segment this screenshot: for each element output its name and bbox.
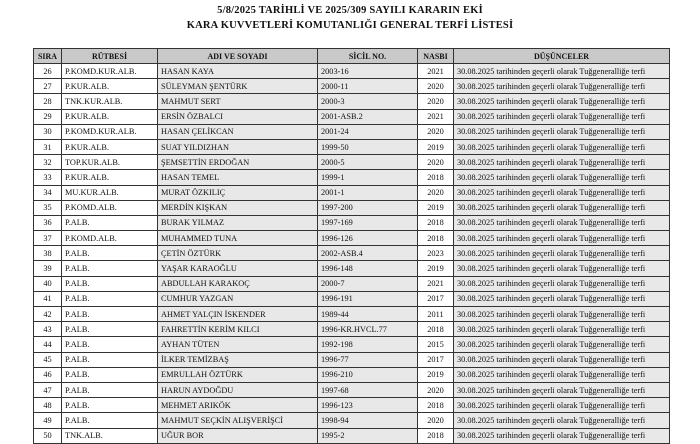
cell-sira: 50 bbox=[34, 428, 62, 443]
cell-sicil-no: 2000-3 bbox=[318, 94, 418, 109]
cell-sira: 30 bbox=[34, 124, 62, 139]
header-rutbe: RÜTBESİ bbox=[62, 49, 158, 64]
cell-rutbe: P.ALB. bbox=[62, 322, 158, 337]
cell-nasbi: 2020 bbox=[418, 185, 454, 200]
cell-ad-soyad: YAŞAR KARAOĞLU bbox=[158, 261, 318, 276]
cell-dusunceler: 30.08.2025 tarihinden geçerli olarak Tuğgeneralliğe terfi bbox=[454, 231, 670, 246]
cell-nasbi: 2015 bbox=[418, 337, 454, 352]
promotion-table bbox=[33, 48, 670, 444]
header-ad-soyad: ADI VE SOYADI bbox=[158, 49, 318, 64]
cell-ad-soyad: SÜLEYMAN ŞENTÜRK bbox=[158, 79, 318, 94]
cell-sira: 26 bbox=[34, 64, 62, 79]
cell-dusunceler: 30.08.2025 tarihinden geçerli olarak Tuğgeneralliğe terfi bbox=[454, 261, 670, 276]
table-row bbox=[34, 109, 670, 124]
cell-nasbi: 2019 bbox=[418, 367, 454, 382]
cell-rutbe: P.ALB. bbox=[62, 337, 158, 352]
cell-sicil-no: 2000-7 bbox=[318, 276, 418, 291]
cell-rutbe: P.ALB. bbox=[62, 367, 158, 382]
cell-ad-soyad: ABDULLAH KARAKOÇ bbox=[158, 276, 318, 291]
cell-sicil-no: 1992-198 bbox=[318, 337, 418, 352]
cell-nasbi: 2018 bbox=[418, 231, 454, 246]
cell-ad-soyad: MAHMUT SERT bbox=[158, 94, 318, 109]
table-row bbox=[34, 428, 670, 443]
cell-ad-soyad: HASAN ÇELİKCAN bbox=[158, 124, 318, 139]
cell-ad-soyad: ÇETİN ÖZTÜRK bbox=[158, 246, 318, 261]
table-row bbox=[34, 200, 670, 215]
cell-sicil-no: 2001-ASB.2 bbox=[318, 109, 418, 124]
cell-sira: 39 bbox=[34, 261, 62, 276]
cell-dusunceler: 30.08.2025 tarihinden geçerli olarak Tuğgeneralliğe terfi bbox=[454, 307, 670, 322]
cell-nasbi: 2018 bbox=[418, 170, 454, 185]
cell-nasbi: 2018 bbox=[418, 215, 454, 230]
cell-sicil-no: 1998-94 bbox=[318, 413, 418, 428]
cell-sira: 33 bbox=[34, 170, 62, 185]
cell-ad-soyad: CUMHUR YAZGAN bbox=[158, 291, 318, 306]
cell-ad-soyad: MERDİN KIŞKAN bbox=[158, 200, 318, 215]
cell-sira: 27 bbox=[34, 79, 62, 94]
cell-nasbi: 2020 bbox=[418, 79, 454, 94]
table-row bbox=[34, 170, 670, 185]
cell-rutbe: P.ALB. bbox=[62, 246, 158, 261]
cell-ad-soyad: SUAT YILDIZHAN bbox=[158, 139, 318, 154]
cell-sicil-no: 1997-169 bbox=[318, 215, 418, 230]
cell-dusunceler: 30.08.2025 tarihinden geçerli olarak Tuğgeneralliğe terfi bbox=[454, 246, 670, 261]
cell-rutbe: P.ALB. bbox=[62, 291, 158, 306]
cell-dusunceler: 30.08.2025 tarihinden geçerli olarak Tuğgeneralliğe terfi bbox=[454, 337, 670, 352]
cell-dusunceler: 30.08.2025 tarihinden geçerli olarak Tuğgeneralliğe terfi bbox=[454, 185, 670, 200]
cell-rutbe: P.ALB. bbox=[62, 352, 158, 367]
cell-sicil-no: 1989-44 bbox=[318, 307, 418, 322]
cell-ad-soyad: ŞEMSETTİN ERDOĞAN bbox=[158, 155, 318, 170]
cell-sicil-no: 1997-200 bbox=[318, 200, 418, 215]
cell-rutbe: P.KUR.ALB. bbox=[62, 79, 158, 94]
document-header bbox=[0, 4, 700, 32]
cell-sira: 48 bbox=[34, 398, 62, 413]
cell-ad-soyad: HASAN TEMEL bbox=[158, 170, 318, 185]
cell-dusunceler: 30.08.2025 tarihinden geçerli olarak Tuğgeneralliğe terfi bbox=[454, 291, 670, 306]
table-row bbox=[34, 367, 670, 382]
table-row bbox=[34, 413, 670, 428]
cell-sira: 43 bbox=[34, 322, 62, 337]
cell-sira: 42 bbox=[34, 307, 62, 322]
cell-nasbi: 2018 bbox=[418, 322, 454, 337]
cell-ad-soyad: BURAK YILMAZ bbox=[158, 215, 318, 230]
cell-sicil-no: 1996-210 bbox=[318, 367, 418, 382]
cell-dusunceler: 30.08.2025 tarihinden geçerli olarak Tuğgeneralliğe terfi bbox=[454, 382, 670, 397]
cell-rutbe: P.KOMD.ALB. bbox=[62, 200, 158, 215]
cell-dusunceler: 30.08.2025 tarihinden geçerli olarak Tuğgeneralliğe terfi bbox=[454, 367, 670, 382]
cell-dusunceler: 30.08.2025 tarihinden geçerli olarak Tuğgeneralliğe terfi bbox=[454, 124, 670, 139]
cell-sicil-no: 1996-KR.HVCL.77 bbox=[318, 322, 418, 337]
cell-nasbi: 2019 bbox=[418, 139, 454, 154]
header-dusunceler: DÜŞÜNCELER bbox=[454, 49, 670, 64]
cell-dusunceler: 30.08.2025 tarihinden geçerli olarak Tuğgeneralliğe terfi bbox=[454, 276, 670, 291]
cell-sira: 32 bbox=[34, 155, 62, 170]
cell-rutbe: TOP.KUR.ALB. bbox=[62, 155, 158, 170]
cell-rutbe: MU.KUR.ALB. bbox=[62, 185, 158, 200]
cell-dusunceler: 30.08.2025 tarihinden geçerli olarak Tuğgeneralliğe terfi bbox=[454, 79, 670, 94]
cell-sira: 40 bbox=[34, 276, 62, 291]
cell-sicil-no: 1997-68 bbox=[318, 382, 418, 397]
cell-sicil-no: 1995-2 bbox=[318, 428, 418, 443]
cell-sira: 37 bbox=[34, 231, 62, 246]
cell-sira: 46 bbox=[34, 367, 62, 382]
cell-sicil-no: 2000-11 bbox=[318, 79, 418, 94]
table-row bbox=[34, 94, 670, 109]
cell-sira: 28 bbox=[34, 94, 62, 109]
cell-sira: 49 bbox=[34, 413, 62, 428]
cell-nasbi: 2017 bbox=[418, 352, 454, 367]
cell-sira: 29 bbox=[34, 109, 62, 124]
cell-sira: 36 bbox=[34, 215, 62, 230]
table-row bbox=[34, 215, 670, 230]
cell-nasbi: 2019 bbox=[418, 261, 454, 276]
cell-dusunceler: 30.08.2025 tarihinden geçerli olarak Tuğgeneralliğe terfi bbox=[454, 200, 670, 215]
cell-sicil-no: 1996-148 bbox=[318, 261, 418, 276]
table-row bbox=[34, 398, 670, 413]
cell-nasbi: 2020 bbox=[418, 124, 454, 139]
table-header-row bbox=[34, 49, 670, 64]
table-row bbox=[34, 276, 670, 291]
table-row bbox=[34, 291, 670, 306]
cell-dusunceler: 30.08.2025 tarihinden geçerli olarak Tuğgeneralliğe terfi bbox=[454, 215, 670, 230]
cell-rutbe: P.ALB. bbox=[62, 215, 158, 230]
cell-dusunceler: 30.08.2025 tarihinden geçerli olarak Tuğgeneralliğe terfi bbox=[454, 352, 670, 367]
cell-nasbi: 2021 bbox=[418, 109, 454, 124]
cell-ad-soyad: AHMET YALÇIN İSKENDER bbox=[158, 307, 318, 322]
cell-nasbi: 2020 bbox=[418, 413, 454, 428]
cell-nasbi: 2020 bbox=[418, 382, 454, 397]
table-row bbox=[34, 231, 670, 246]
table-row bbox=[34, 382, 670, 397]
table-row bbox=[34, 124, 670, 139]
cell-nasbi: 2023 bbox=[418, 246, 454, 261]
table-row bbox=[34, 261, 670, 276]
cell-ad-soyad: UĞUR BOR bbox=[158, 428, 318, 443]
cell-rutbe: P.KUR.ALB. bbox=[62, 170, 158, 185]
cell-rutbe: TNK.KUR.ALB. bbox=[62, 94, 158, 109]
cell-ad-soyad: HASAN KAYA bbox=[158, 64, 318, 79]
cell-rutbe: P.ALB. bbox=[62, 398, 158, 413]
cell-dusunceler: 30.08.2025 tarihinden geçerli olarak Tuğgeneralliğe terfi bbox=[454, 155, 670, 170]
cell-rutbe: P.ALB. bbox=[62, 261, 158, 276]
table-row bbox=[34, 139, 670, 154]
cell-rutbe: P.KOMD.KUR.ALB. bbox=[62, 64, 158, 79]
header-sira: SIRA bbox=[34, 49, 62, 64]
cell-dusunceler: 30.08.2025 tarihinden geçerli olarak Tuğgeneralliğe terfi bbox=[454, 413, 670, 428]
cell-dusunceler: 30.08.2025 tarihinden geçerli olarak Tuğgeneralliğe terfi bbox=[454, 322, 670, 337]
cell-dusunceler: 30.08.2025 tarihinden geçerli olarak Tuğgeneralliğe terfi bbox=[454, 428, 670, 443]
cell-nasbi: 2017 bbox=[418, 291, 454, 306]
cell-ad-soyad: EMRULLAH ÖZTÜRK bbox=[158, 367, 318, 382]
header-sicil-no: SİCİL NO. bbox=[318, 49, 418, 64]
cell-dusunceler: 30.08.2025 tarihinden geçerli olarak Tuğgeneralliğe terfi bbox=[454, 170, 670, 185]
cell-sira: 38 bbox=[34, 246, 62, 261]
cell-nasbi: 2018 bbox=[418, 398, 454, 413]
cell-rutbe: P.KOMD.ALB. bbox=[62, 231, 158, 246]
document-title: 5/8/2025 TARİHLİ VE 2025/309 SAYILI KARARIN EKİ bbox=[217, 5, 483, 16]
cell-nasbi: 2011 bbox=[418, 307, 454, 322]
header-nasbi: NASBI bbox=[418, 49, 454, 64]
cell-nasbi: 2021 bbox=[418, 64, 454, 79]
cell-sira: 41 bbox=[34, 291, 62, 306]
cell-nasbi: 2021 bbox=[418, 276, 454, 291]
cell-sira: 45 bbox=[34, 352, 62, 367]
cell-ad-soyad: MURAT ÖZKILIÇ bbox=[158, 185, 318, 200]
cell-sicil-no: 1999-50 bbox=[318, 139, 418, 154]
cell-ad-soyad: HARUN AYDOĞDU bbox=[158, 382, 318, 397]
cell-sira: 44 bbox=[34, 337, 62, 352]
cell-rutbe: TNK.ALB. bbox=[62, 428, 158, 443]
cell-sicil-no: 2003-16 bbox=[318, 64, 418, 79]
cell-dusunceler: 30.08.2025 tarihinden geçerli olarak Tuğgeneralliğe terfi bbox=[454, 398, 670, 413]
table-row bbox=[34, 352, 670, 367]
cell-dusunceler: 30.08.2025 tarihinden geçerli olarak Tuğgeneralliğe terfi bbox=[454, 139, 670, 154]
cell-rutbe: P.ALB. bbox=[62, 382, 158, 397]
table-row bbox=[34, 185, 670, 200]
cell-dusunceler: 30.08.2025 tarihinden geçerli olarak Tuğgeneralliğe terfi bbox=[454, 64, 670, 79]
cell-sicil-no: 2001-1 bbox=[318, 185, 418, 200]
cell-sira: 34 bbox=[34, 185, 62, 200]
table-row bbox=[34, 64, 670, 79]
table-row bbox=[34, 246, 670, 261]
cell-sicil-no: 1996-191 bbox=[318, 291, 418, 306]
cell-rutbe: P.ALB. bbox=[62, 413, 158, 428]
cell-sira: 35 bbox=[34, 200, 62, 215]
cell-ad-soyad: ERSİN ÖZBALCI bbox=[158, 109, 318, 124]
cell-nasbi: 2019 bbox=[418, 200, 454, 215]
cell-sicil-no: 1996-77 bbox=[318, 352, 418, 367]
cell-sira: 31 bbox=[34, 139, 62, 154]
cell-sicil-no: 1999-1 bbox=[318, 170, 418, 185]
cell-rutbe: P.KUR.ALB. bbox=[62, 139, 158, 154]
cell-sicil-no: 1996-123 bbox=[318, 398, 418, 413]
cell-ad-soyad: MEHMET ARIKÖK bbox=[158, 398, 318, 413]
cell-ad-soyad: MUHAMMED TUNA bbox=[158, 231, 318, 246]
cell-ad-soyad: MAHMUT SEÇKİN ALIŞVERİŞCİ bbox=[158, 413, 318, 428]
cell-ad-soyad: FAHRETTİN KERİM KILCI bbox=[158, 322, 318, 337]
table-row bbox=[34, 337, 670, 352]
cell-dusunceler: 30.08.2025 tarihinden geçerli olarak Tuğgeneralliğe terfi bbox=[454, 109, 670, 124]
cell-nasbi: 2018 bbox=[418, 428, 454, 443]
cell-rutbe: P.ALB. bbox=[62, 307, 158, 322]
table-row bbox=[34, 322, 670, 337]
cell-rutbe: P.KUR.ALB. bbox=[62, 109, 158, 124]
cell-nasbi: 2020 bbox=[418, 94, 454, 109]
cell-sira: 47 bbox=[34, 382, 62, 397]
document-subtitle: KARA KUVVETLERİ KOMUTANLIĞI GENERAL TERFİ LİSTESİ bbox=[186, 20, 514, 31]
table-row bbox=[34, 307, 670, 322]
table-row bbox=[34, 79, 670, 94]
cell-rutbe: P.KOMD.KUR.ALB. bbox=[62, 124, 158, 139]
cell-ad-soyad: İLKER TEMİZBAŞ bbox=[158, 352, 318, 367]
cell-nasbi: 2020 bbox=[418, 155, 454, 170]
cell-ad-soyad: AYHAN TÜTEN bbox=[158, 337, 318, 352]
cell-dusunceler: 30.08.2025 tarihinden geçerli olarak Tuğgeneralliğe terfi bbox=[454, 94, 670, 109]
table-row bbox=[34, 155, 670, 170]
cell-sicil-no: 1996-126 bbox=[318, 231, 418, 246]
cell-rutbe: P.ALB. bbox=[62, 276, 158, 291]
cell-sicil-no: 2000-5 bbox=[318, 155, 418, 170]
cell-sicil-no: 2002-ASB.4 bbox=[318, 246, 418, 261]
cell-sicil-no: 2001-24 bbox=[318, 124, 418, 139]
